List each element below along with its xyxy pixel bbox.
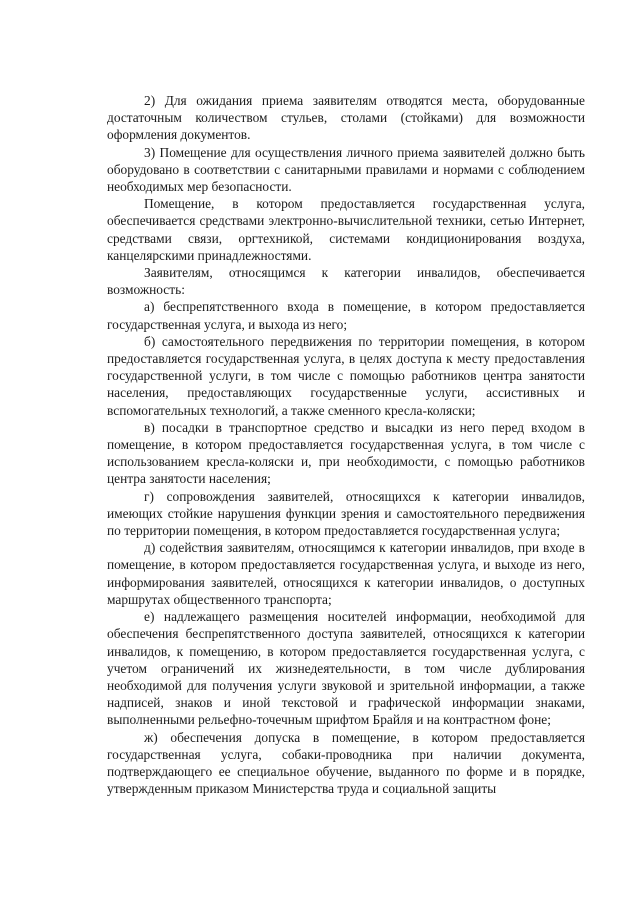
paragraph-disabled-intro: Заявителям, относящимся к категории инвалидов, обеспечивается возможность: — [107, 265, 585, 298]
list-item-zh: ж) обеспечения допуска в помещение, в котором предоставляется государственная услуга, собаки-проводника при наличии документа, подтверждающего ее специальное обучение, выданного по форме и в порядке, утвержденным приказом Министерства труда и социальной защиты — [107, 729, 585, 797]
paragraph-reception-room: 3) Помещение для осуществления личного приема заявителей должно быть оборудовано в соответствии с санитарными правилами и нормами с соблюдением необходимых мер безопасности. — [107, 144, 585, 195]
list-item-d: д) содействия заявителям, относящимся к категории инвалидов, при входе в помещение, в котором предоставляется государственная услуга, и выходе из него, информирования заявителей, относящихся к категории инвалидов, о доступных маршрутах общественного транспорта; — [107, 540, 585, 607]
paragraph-waiting-places: 2) Для ожидания приема заявителям отводятся места, оборудованные достаточным количеством стульев, столами (стойками) для возможности оформления документов. — [107, 93, 585, 143]
list-item-b: б) самостоятельного передвижения по территории помещения, в котором предоставляется государственная услуга, в целях доступа к месту предоставления государственной услуги, в том числе с помощью работников центра занятости населения, предоставляющих государственные услуги, ассистивных и вспомогательных технологий, а также сменного кресла-коляски; — [107, 333, 585, 418]
document-page — [107, 92, 585, 797]
list-item-v: в) посадки в транспортное средство и высадки из него перед входом в помещение, в котором предоставляется государственная услуга, в том числе с использованием кресла-коляски и, при необходимости, с помощью работников центра занятости населения; — [107, 419, 585, 487]
paragraph-room-equipment: Помещение, в котором предоставляется государственная услуга, обеспечивается средствами электронно-вычислительной техники, сетью Интернет, средствами связи, оргтехникой, системами кондиционирования воздуха, канцелярскими принадлежностями. — [107, 196, 585, 263]
list-item-g: г) сопровождения заявителей, относящихся к категории инвалидов, имеющих стойкие нарушения функции зрения и самостоятельного передвижения по территории помещения, в котором предоставляется государственная услуга; — [107, 488, 585, 539]
list-item-e: е) надлежащего размещения носителей информации, необходимой для обеспечения беспрепятственного доступа заявителей, относящихся к категории инвалидов, к помещению, в котором предоставляется государственная услуга, с учетом ограничений их жизнедеятельности, в том числе дублирования необходимой для получения услуги звуковой и зрительной информации, а также надписей, знаков и иной текстовой и графической информации знаками, выполненными рельефно-точечным шрифтом Брайля и на контрастном фоне; — [107, 609, 585, 728]
list-item-a: а) беспрепятственного входа в помещение, в котором предоставляется государственная услуга, и выхода из него; — [107, 299, 585, 332]
